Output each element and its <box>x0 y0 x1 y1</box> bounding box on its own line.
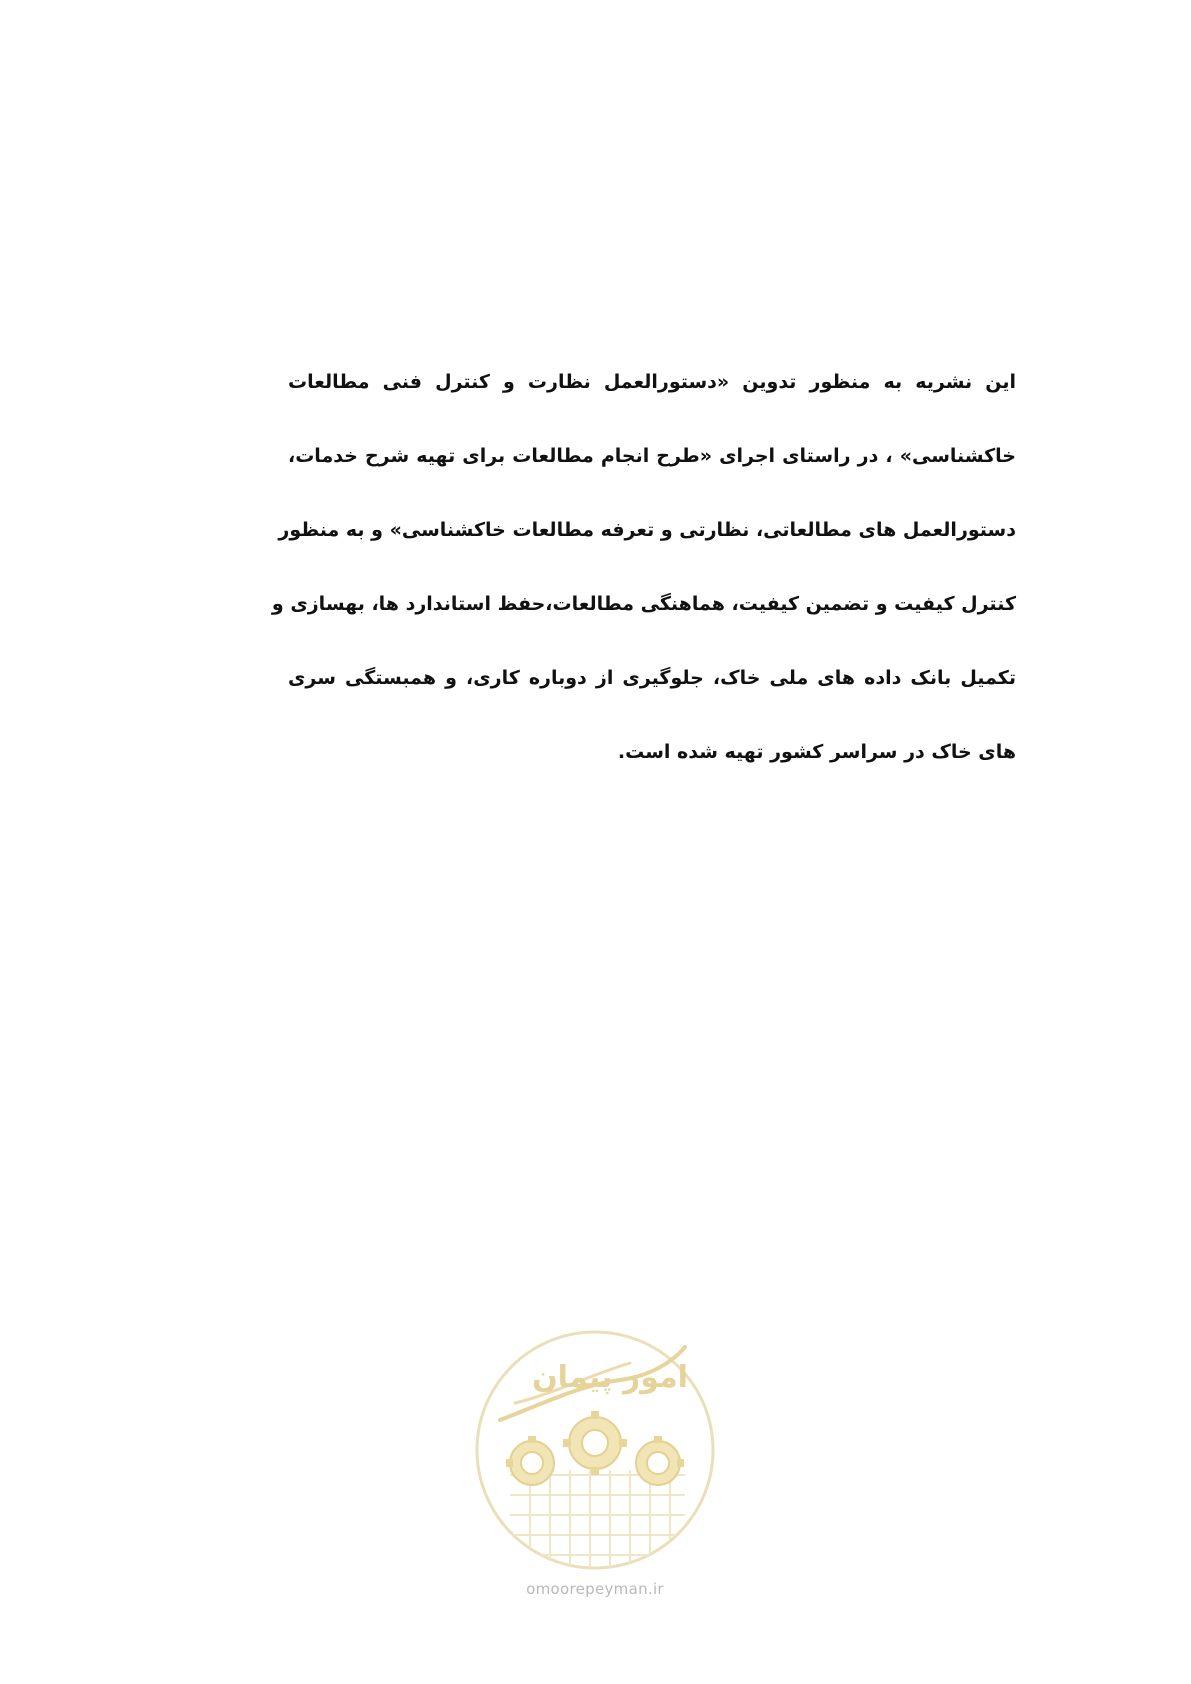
omoorepeyman-logo-icon <box>470 1325 720 1575</box>
body-paragraph <box>271 345 1016 789</box>
paragraph-line-3: دستورالعمل های مطالعاتی، نظارتی و تعرفه مطالعات خاکشناسی» و به منظور <box>278 519 1016 541</box>
paragraph-line-5: تکمیل بانک داده های ملی خاک، جلوگیری از دوباره کاری، و همبستگی سری <box>288 667 1016 689</box>
logo-text: امور پیمان <box>532 1360 688 1395</box>
paragraph-line-1: این نشریه به منظور تدوین «دستورالعمل نظارت و کنترل فنی مطالعات <box>288 371 1016 393</box>
paragraph-line-4: کنترل کیفیت و تضمین کیفیت، هماهنگی مطالعات،حفظ استاندارد ها، بهسازی و <box>271 593 1016 615</box>
paragraph-line-6: های خاک در سراسر کشور تهیه شده است. <box>617 741 1016 763</box>
paragraph-line-2: خاکشناسی» ، در راستای اجرای «طرح انجام مطالعات برای تهیه شرح خدمات، <box>288 445 1016 467</box>
watermark-url: omoorepeyman.ir <box>526 1580 664 1598</box>
